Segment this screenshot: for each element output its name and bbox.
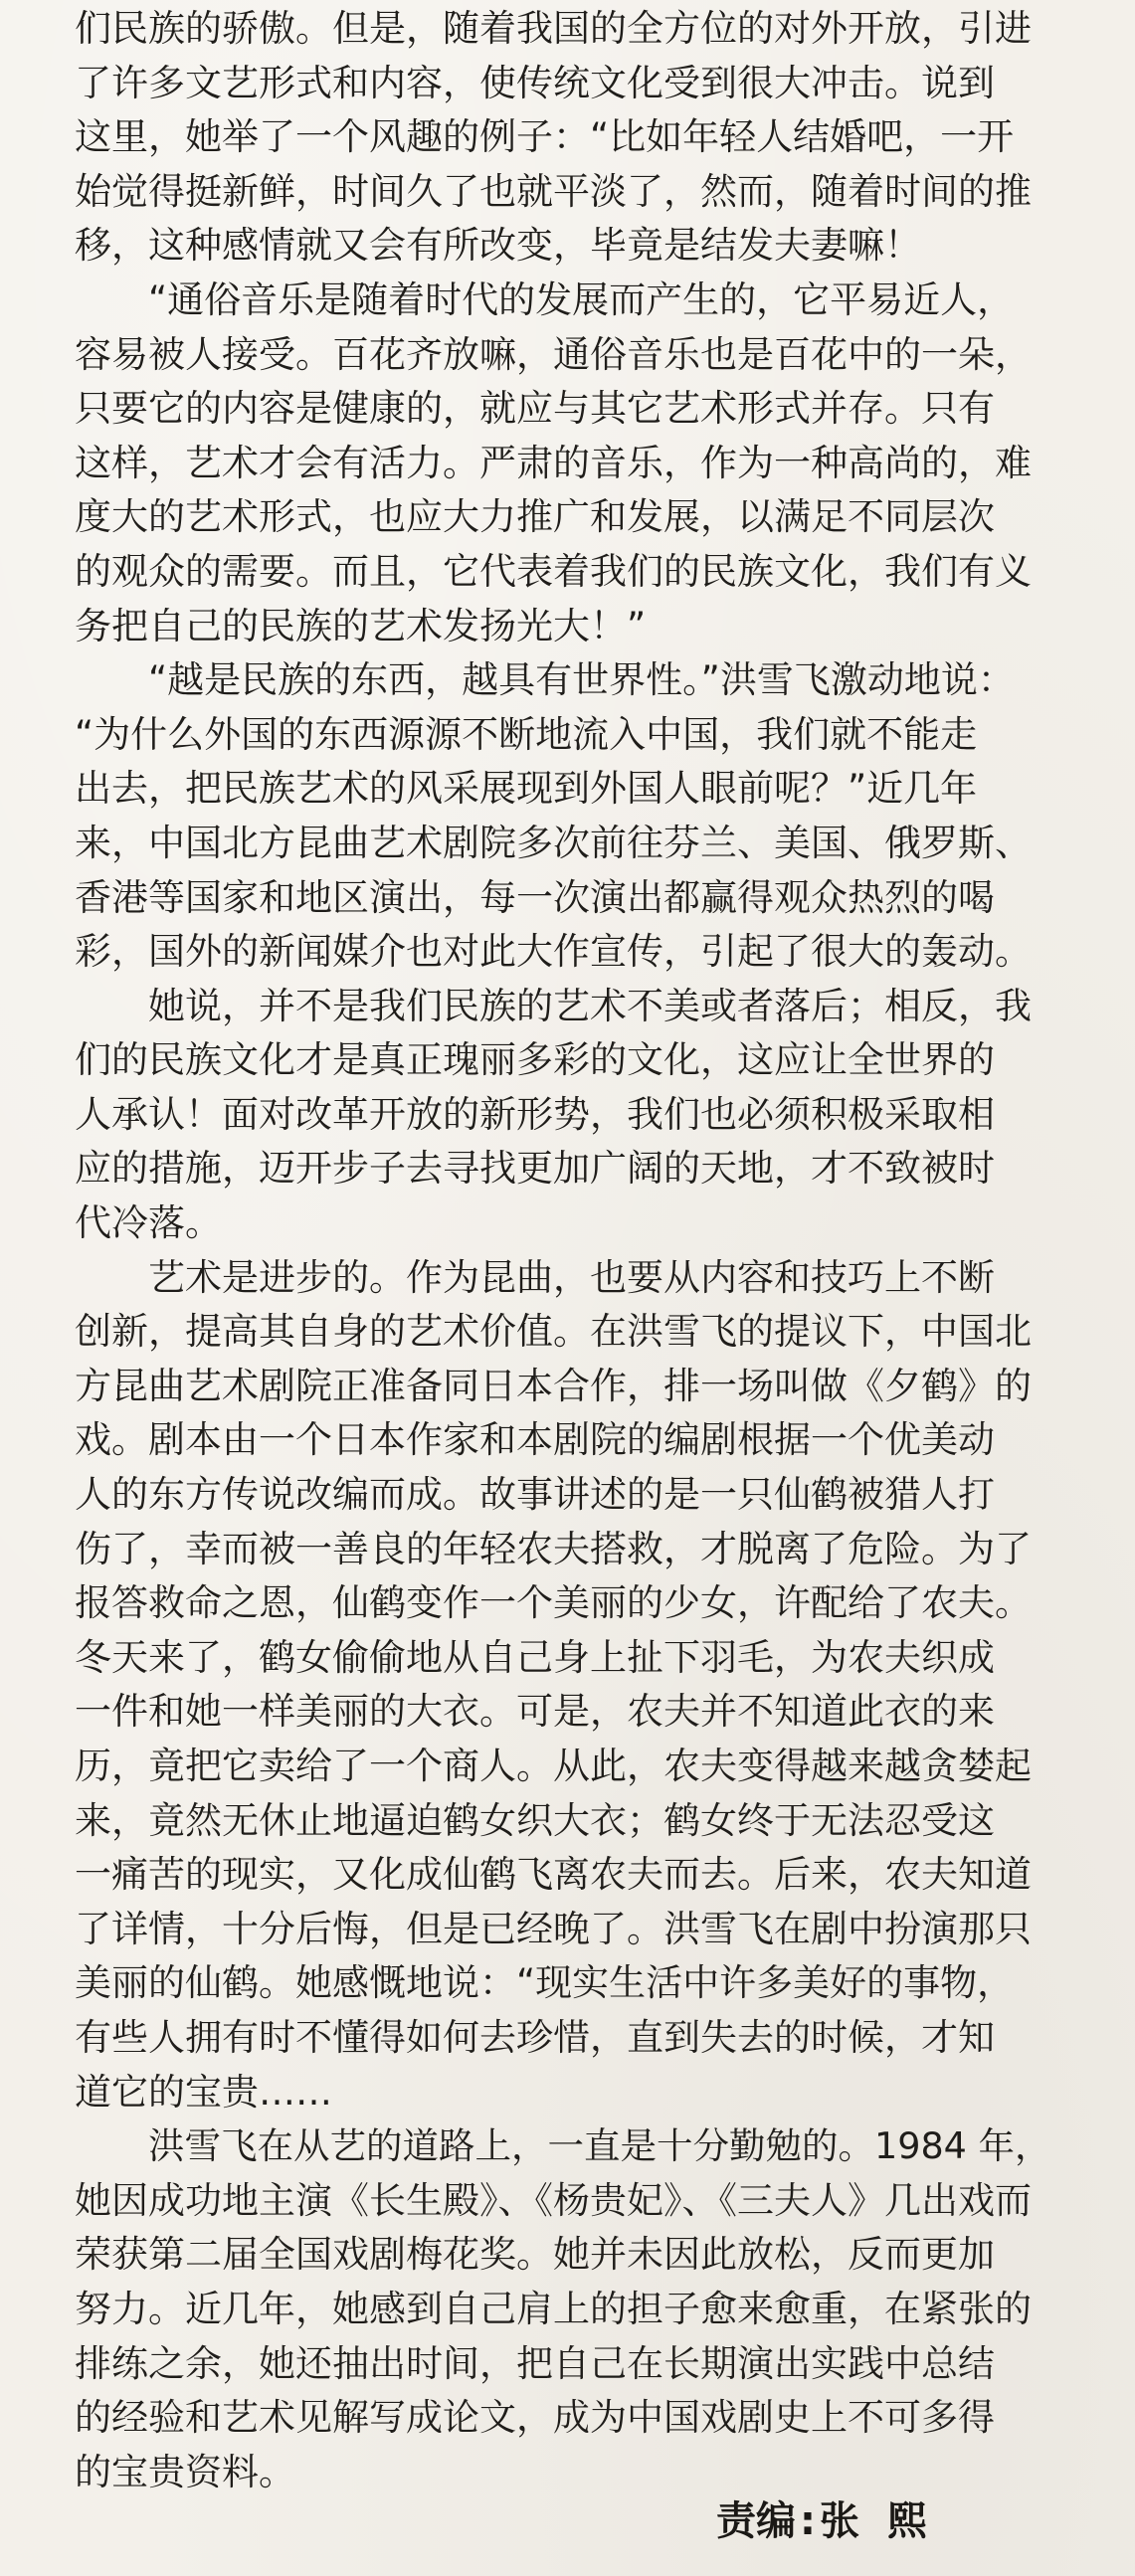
text-line: 荣获第二届全国戏剧梅花奖。她并未因此放松，反而更加 (75, 2233, 995, 2277)
text-line: 有些人拥有时不懂得如何去珍惜，直到失去的时候，才知 (75, 2015, 995, 2059)
text-line: “越是民族的东西，越具有世界性。”洪雪飞激动地说： (148, 658, 1015, 702)
text-line: 度大的艺术形式，也应大力推广和发展，以满足不同层次 (75, 495, 995, 539)
text-line: 伤了，幸而被一善良的年轻农夫搭救，才脱离了危险。为了 (75, 1527, 1032, 1570)
text-line: 一件和她一样美丽的大衣。可是，农夫并不知道此衣的来 (75, 1690, 995, 1734)
text-line: 方昆曲艺术剧院正准备同日本合作，排一场叫做《夕鹤》的 (75, 1364, 1032, 1407)
article-body (75, 2, 1054, 2499)
text-line: 香港等国家和地区演出，每一次演出都赢得观众热烈的喝 (75, 875, 995, 919)
text-line: 了许多文艺形式和内容，使传统文化受到很大冲击。说到 (75, 61, 995, 104)
text-line: 人的东方传说改编而成。故事讲述的是一只仙鹤被猎人打 (75, 1473, 995, 1517)
text-line: 只要它的内容是健康的，就应与其它艺术形式并存。只有 (75, 387, 995, 431)
text-line: 始觉得挺新鲜，时间久了也就平淡了，然而，随着时间的推 (75, 169, 1032, 213)
text-line: 努力。近几年，她感到自己肩上的担子愈来愈重，在紧张的 (75, 2287, 1032, 2330)
text-line: 排练之余，她还抽出时间，把自己在长期演出实践中总结 (75, 2341, 995, 2385)
text-line: 艺术是进步的。作为昆曲，也要从内容和技巧上不断 (148, 1255, 995, 1299)
text-line: “为什么外国的东西源源不断地流入中国，我们就不能走 (75, 712, 978, 756)
text-line: 她说，并不是我们民族的艺术不美或者落后；相反，我 (148, 984, 1032, 1027)
text-line: 报答救命之恩，仙鹤变作一个美丽的少女，许配给了农夫。 (75, 1581, 1032, 1625)
text-line: 冬天来了，鹤女偷偷地从自己身上扯下羽毛，为农夫织成 (75, 1635, 995, 1679)
text-line: 这里，她举了一个风趣的例子：“比如年轻人结婚吧，一开 (75, 115, 1015, 159)
editor-name: 张熙 (820, 2498, 955, 2544)
text-line: 戏。剧本由一个日本作家和本剧院的编剧根据一个优美动 (75, 1418, 995, 1462)
text-line: 美丽的仙鹤。她感慨地说：“现实生活中许多美好的事物， (75, 1961, 1015, 2005)
text-line: 道它的宝贵…… (75, 2070, 332, 2114)
text-line: 来，竟然无休止地逼迫鹤女织大衣；鹤女终于无法忍受这 (75, 1798, 995, 1842)
text-line: 的经验和艺术见解写成论文，成为中国戏剧史上不可多得 (75, 2396, 995, 2440)
text-line: 们的民族文化才是真正瑰丽多彩的文化，这应让全世界的 (75, 1038, 995, 1082)
text-line: 们民族的骄傲。但是，随着我国的全方位的对外开放，引进 (75, 7, 1032, 50)
text-line: 容易被人接受。百花齐放嘛，通俗音乐也是百花中的一朵， (75, 332, 1032, 376)
editor-separator: : (800, 2498, 816, 2544)
text-line: 历，竟把它卖给了一个商人。从此，农夫变得越来越贪婪起 (75, 1745, 1032, 1787)
text-line: 移，这种感情就又会有所改变，毕竟是结发夫妻嘛！ (75, 224, 921, 268)
text-line: 彩，国外的新闻媒介也对此大作宣传，引起了很大的轰动。 (75, 930, 1032, 974)
text-line: 的宝贵资料。 (75, 2450, 295, 2493)
text-line: 这样，艺术才会有活力。严肃的音乐，作为一种高尚的，难 (75, 441, 1032, 484)
text-line: 一痛苦的现实，又化成仙鹤飞离农夫而去。后来，农夫知道 (75, 1853, 1032, 1897)
text-line: 的观众的需要。而且，它代表着我们的民族文化，我们有义 (75, 549, 1032, 593)
text-line: 创新，提高其自身的艺术价值。在洪雪飞的提议下，中国北 (75, 1310, 1032, 1354)
text-line: 来，中国北方昆曲艺术剧院多次前往芬兰、美国、俄罗斯、 (75, 821, 1032, 864)
text-line: 洪雪飞在从艺的道路上，一直是十分勤勉的。1984 年， (148, 2124, 1051, 2168)
text-line: 务把自己的民族的艺术发扬光大！” (75, 604, 647, 647)
text-line: 她因成功地主演《长生殿》、《杨贵妃》、《三夫人》几出戏而 (75, 2178, 1032, 2222)
text-line: 代冷落。 (75, 1201, 222, 1245)
text-line: 人承认！面对改革开放的新形势，我们也必须积极采取相 (75, 1092, 995, 1136)
text-line: “通俗音乐是随着时代的发展而产生的，它平易近人， (148, 277, 1015, 321)
editor-label: 责编 (716, 2498, 796, 2544)
text-line: 出去，把民族艺术的风采展现到外国人眼前呢？”近几年 (75, 767, 978, 811)
editor-credit (716, 2496, 955, 2546)
text-line: 应的措施，迈开步子去寻找更加广阔的天地，才不致被时 (75, 1147, 995, 1191)
text-line: 了详情，十分后悔，但是已经晚了。洪雪飞在剧中扮演那只 (75, 1907, 1032, 1950)
